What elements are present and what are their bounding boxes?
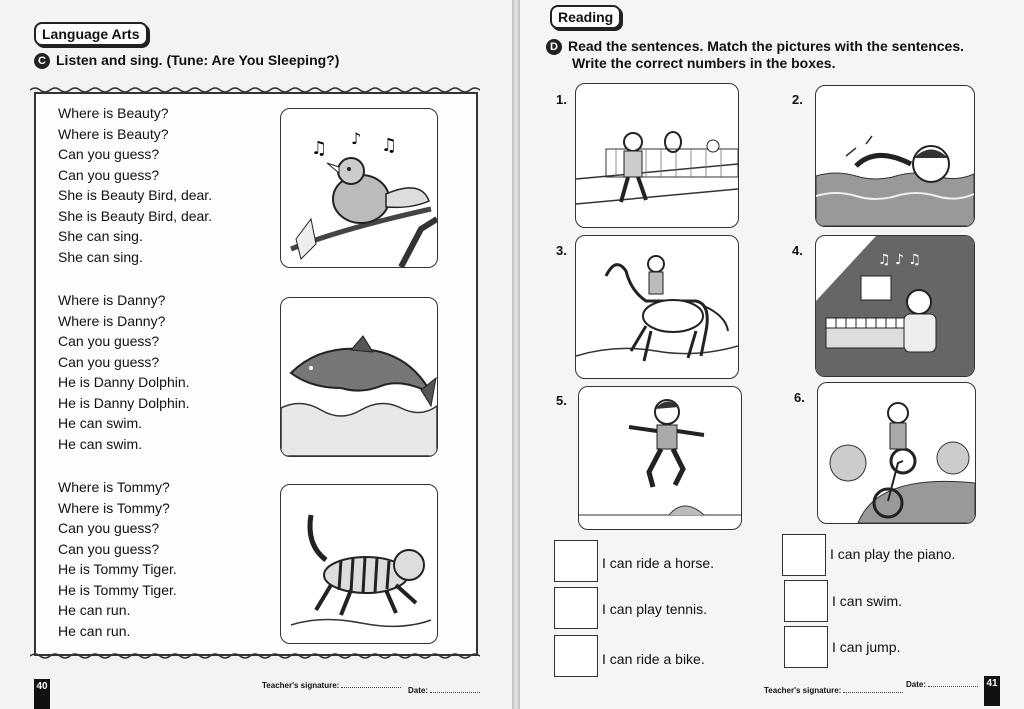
box-bottom-wave	[30, 652, 480, 660]
song-line: He is Tommy Tiger.	[58, 561, 177, 577]
jumping-picture	[578, 386, 742, 530]
teacher-signature-right	[764, 686, 903, 695]
svg-text:♫: ♫	[311, 138, 328, 159]
song-line: He is Tommy Tiger.	[58, 581, 177, 598]
bird-picture	[280, 108, 438, 268]
svg-text:♪: ♪	[351, 129, 362, 148]
tennis-icon	[576, 84, 738, 227]
song-line: She is Beauty Bird, dear.	[58, 207, 213, 224]
date-line	[430, 692, 480, 693]
date-label: Date:	[906, 680, 927, 689]
dolphin-picture	[280, 297, 438, 457]
song-line: Where is Beauty?	[58, 105, 169, 121]
section-letter-d: D	[546, 39, 562, 55]
piano-picture	[815, 235, 975, 377]
sentence-play-tennis: I can play tennis.	[602, 601, 708, 617]
svg-text:♫: ♫	[381, 135, 398, 156]
right-page	[520, 0, 1024, 709]
section-tag-language-arts: Language Arts	[34, 22, 148, 46]
answer-box-jump[interactable]	[784, 626, 828, 668]
bike-picture	[817, 382, 976, 524]
svg-text:♫ ♪ ♫: ♫ ♪ ♫	[878, 252, 921, 268]
song-line: Can you guess?	[58, 520, 160, 536]
picture-number: 6.	[794, 390, 805, 405]
song-line: He can swim.	[58, 415, 143, 431]
sentence-ride-horse: I can ride a horse.	[602, 555, 715, 571]
song-line: He can run.	[58, 602, 131, 618]
song-line: She can sing.	[58, 248, 143, 265]
sentence-ride-bike: I can ride a bike.	[602, 651, 705, 667]
section-letter-c: C	[34, 53, 50, 69]
tennis-picture	[575, 83, 739, 228]
song-line: He is Danny Dolphin.	[58, 374, 190, 390]
sentence-jump: I can jump.	[832, 639, 901, 655]
page-number-right: 41	[984, 676, 1000, 706]
dolphin-icon	[281, 298, 437, 456]
swimming-icon	[816, 86, 974, 226]
horse-icon	[576, 236, 738, 378]
date-right	[906, 680, 978, 689]
song-line: Can you guess?	[58, 353, 160, 370]
song-line: She can sing.	[58, 228, 143, 244]
song-instruction	[34, 52, 339, 69]
teacher-signature-label: Teacher's signature:	[262, 681, 340, 690]
song-line: Can you guess?	[58, 333, 160, 349]
song-line: Can you guess?	[58, 166, 160, 183]
answer-box-play-piano[interactable]	[782, 534, 826, 576]
tiger-icon	[281, 485, 437, 643]
piano-icon	[816, 236, 974, 376]
song-line: Where is Danny?	[58, 292, 166, 308]
song-line: Can you guess?	[58, 540, 160, 557]
song-line: Where is Tommy?	[58, 499, 170, 516]
jump-icon	[579, 387, 741, 529]
song-line: She is Beauty Bird, dear.	[58, 187, 213, 203]
date-line	[928, 686, 978, 687]
reading-instruction-line2: Write the correct numbers in the boxes.	[572, 55, 836, 72]
tiger-picture	[280, 484, 438, 644]
song-line: Can you guess?	[58, 146, 160, 162]
bike-icon	[818, 383, 975, 523]
song-line: He can swim.	[58, 435, 143, 452]
signature-line	[843, 692, 903, 693]
page-number-left: 40	[34, 679, 50, 709]
sentence-play-piano: I can play the piano.	[830, 546, 956, 562]
song-instruction-text: Listen and sing. (Tune: Are You Sleeping?)	[56, 52, 340, 68]
picture-number: 5.	[556, 393, 567, 408]
stanza-tommy	[58, 477, 177, 641]
reading-instruction	[546, 38, 964, 72]
picture-number: 2.	[792, 92, 803, 107]
picture-number: 3.	[556, 243, 567, 258]
sentence-swim: I can swim.	[832, 593, 903, 609]
date-label: Date:	[408, 686, 429, 695]
swimming-picture	[815, 85, 975, 227]
reading-instruction-line1: Read the sentences. Match the pictures with the sentences.	[568, 38, 964, 54]
teacher-signature-left	[262, 681, 401, 690]
teacher-signature-label: Teacher's signature:	[764, 686, 842, 695]
book-gutter	[512, 0, 520, 709]
song-line: He can run.	[58, 622, 131, 639]
section-tag-reading: Reading	[550, 5, 621, 29]
answer-box-play-tennis[interactable]	[554, 587, 598, 629]
song-line: Where is Beauty?	[58, 125, 169, 142]
horse-riding-picture	[575, 235, 739, 379]
answer-box-swim[interactable]	[784, 580, 828, 622]
song-line: He is Danny Dolphin.	[58, 394, 190, 411]
picture-number: 1.	[556, 92, 567, 107]
stanza-danny	[58, 290, 190, 454]
answer-box-ride-horse[interactable]	[554, 540, 598, 582]
date-left	[408, 686, 480, 695]
song-line: Where is Danny?	[58, 312, 166, 329]
answer-box-ride-bike[interactable]	[554, 635, 598, 677]
signature-line	[341, 687, 401, 688]
song-line: Where is Tommy?	[58, 479, 170, 495]
picture-number: 4.	[792, 243, 803, 258]
stanza-beauty	[58, 103, 212, 267]
bird-icon	[281, 109, 437, 267]
